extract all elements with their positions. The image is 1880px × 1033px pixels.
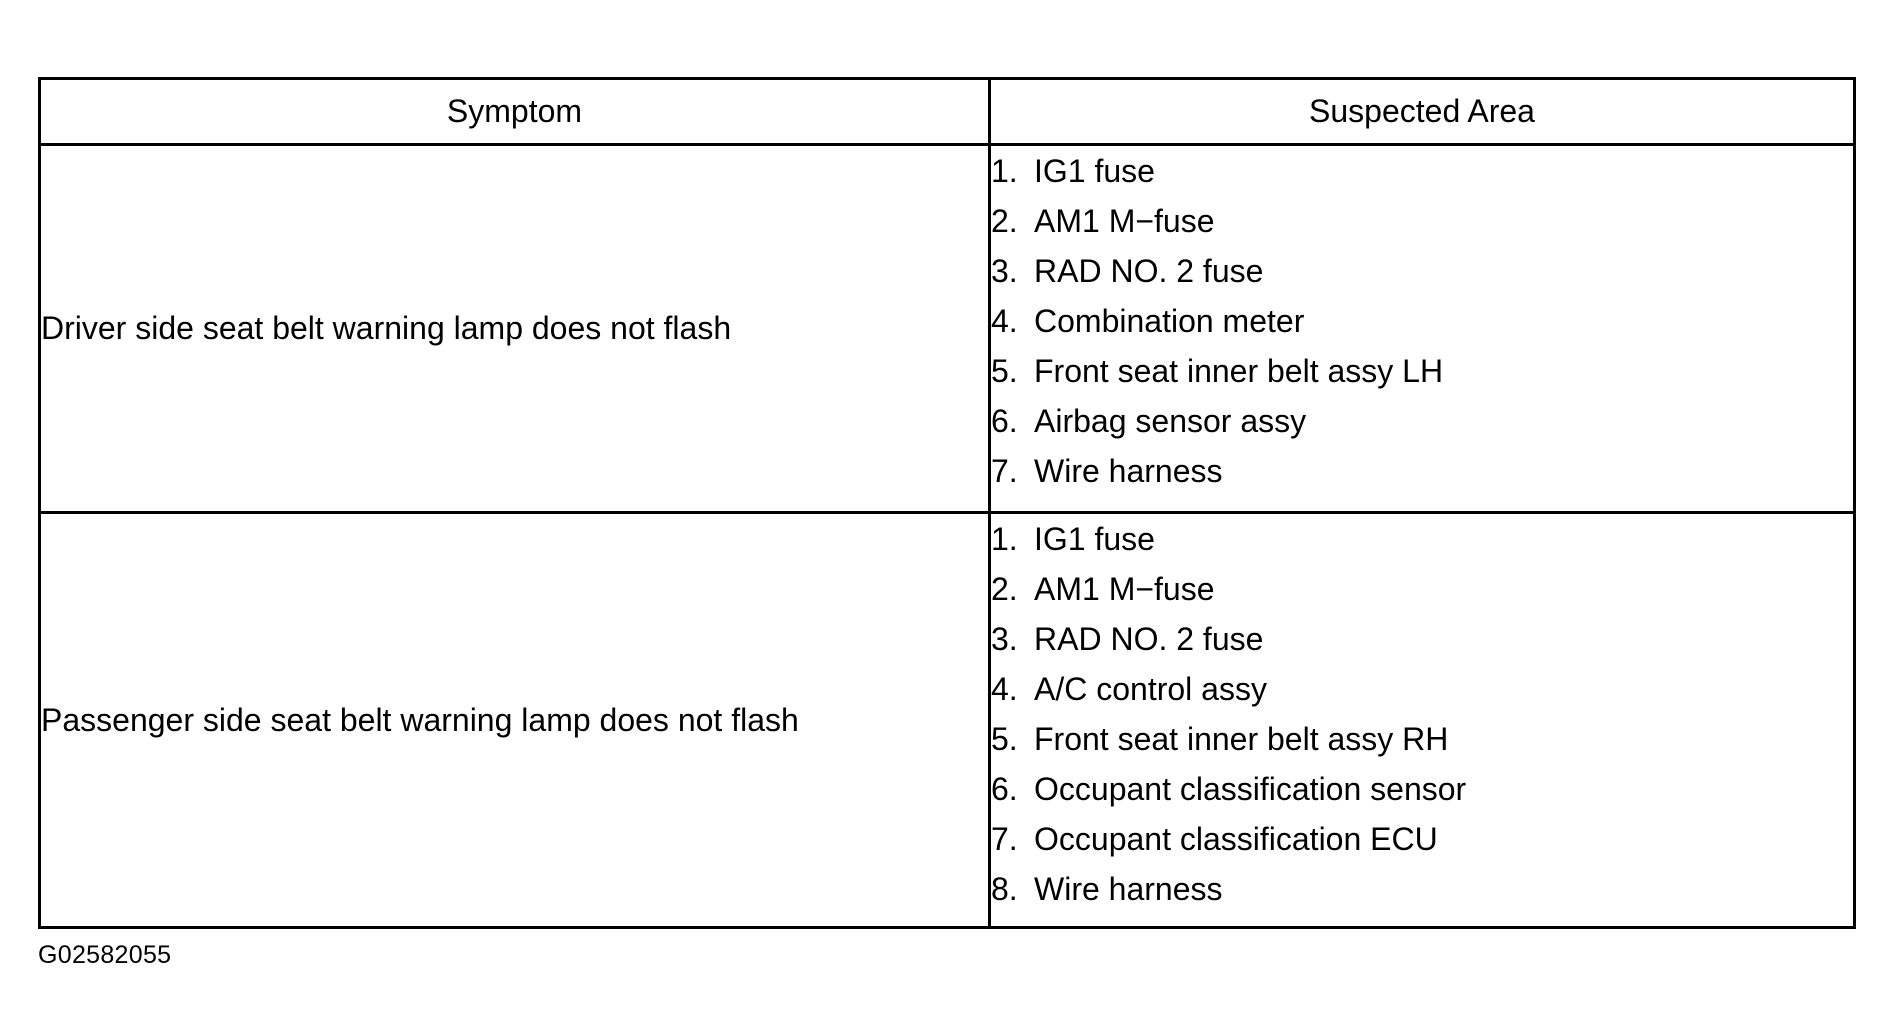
item-text: RAD NO. 2 fuse (1034, 253, 1264, 289)
list-item (991, 246, 1853, 296)
item-number: 7. (991, 821, 1018, 857)
item-text: AM1 M−fuse (1034, 203, 1215, 239)
suspected-area-list (991, 146, 1853, 496)
item-text: AM1 M−fuse (1034, 571, 1215, 607)
item-number: 7. (991, 453, 1018, 489)
item-number: 1. (991, 153, 1018, 189)
item-text: Wire harness (1034, 453, 1223, 489)
item-text: IG1 fuse (1034, 153, 1155, 189)
item-text: IG1 fuse (1034, 521, 1155, 557)
item-number: 4. (991, 671, 1018, 707)
suspected-area-cell (990, 513, 1855, 928)
item-number: 5. (991, 721, 1018, 757)
item-number: 2. (991, 571, 1018, 607)
list-item (991, 764, 1853, 814)
symptom-cell: Driver side seat belt warning lamp does not flash (40, 145, 990, 513)
item-text: Front seat inner belt assy RH (1034, 721, 1449, 757)
item-number: 6. (991, 771, 1018, 807)
figure-id: G02582055 (38, 941, 172, 969)
item-text: Occupant classification ECU (1034, 821, 1438, 857)
list-item (991, 864, 1853, 914)
list-item (991, 664, 1853, 714)
item-number: 3. (991, 253, 1018, 289)
item-text: A/C control assy (1034, 671, 1267, 707)
table-row (40, 145, 1855, 513)
item-text: Airbag sensor assy (1034, 403, 1307, 439)
item-text: Front seat inner belt assy LH (1034, 353, 1444, 389)
table-header-row (40, 79, 1855, 145)
list-item (991, 446, 1853, 496)
header-symptom: Symptom (40, 79, 990, 145)
list-item (991, 346, 1853, 396)
list-item (991, 514, 1853, 564)
list-item (991, 296, 1853, 346)
item-text: Combination meter (1034, 303, 1305, 339)
item-number: 1. (991, 521, 1018, 557)
suspected-area-cell (990, 145, 1855, 513)
header-suspected-area: Suspected Area (990, 79, 1855, 145)
item-text: RAD NO. 2 fuse (1034, 621, 1264, 657)
symptom-cell: Passenger side seat belt warning lamp does not flash (40, 513, 990, 928)
item-number: 4. (991, 303, 1018, 339)
list-item (991, 196, 1853, 246)
table-row (40, 513, 1855, 928)
suspected-area-list (991, 514, 1853, 914)
list-item (991, 146, 1853, 196)
problem-symptoms-table (38, 77, 1856, 929)
list-item (991, 396, 1853, 446)
item-number: 3. (991, 621, 1018, 657)
list-item (991, 714, 1853, 764)
item-number: 6. (991, 403, 1018, 439)
list-item (991, 564, 1853, 614)
item-number: 2. (991, 203, 1018, 239)
list-item (991, 814, 1853, 864)
item-number: 5. (991, 353, 1018, 389)
item-number: 8. (991, 871, 1018, 907)
list-item (991, 614, 1853, 664)
item-text: Occupant classification sensor (1034, 771, 1467, 807)
item-text: Wire harness (1034, 871, 1223, 907)
